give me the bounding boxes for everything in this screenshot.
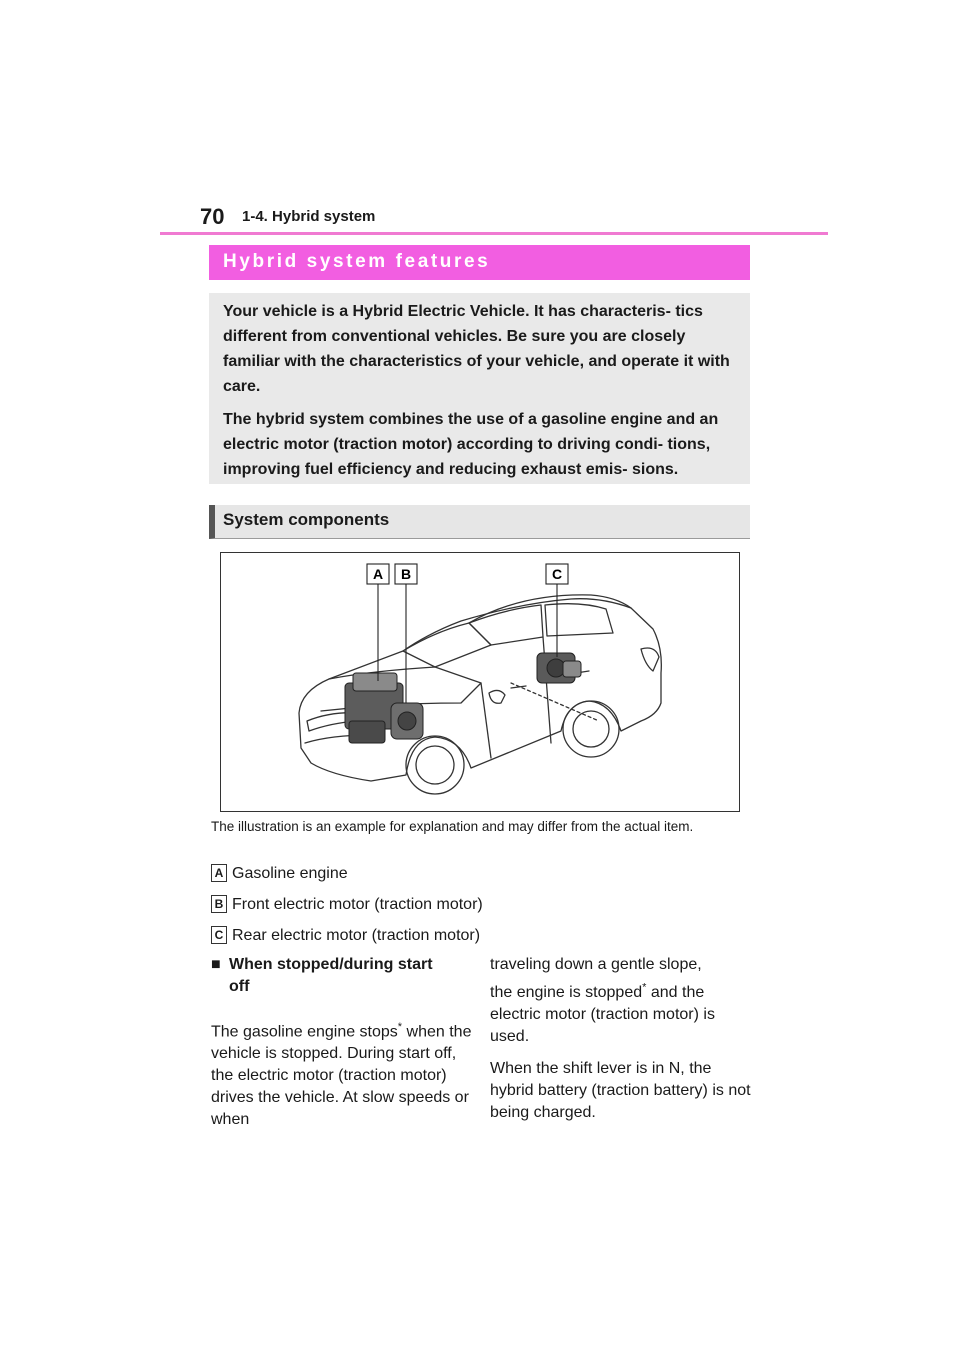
footnote-marker-2: *: [642, 981, 647, 994]
intro-box: [209, 293, 750, 484]
front-wheel: [406, 736, 464, 794]
component-b-text: Front electric motor (traction motor): [232, 896, 483, 913]
right-column: [490, 954, 752, 1124]
footnote-marker: *: [397, 1021, 403, 1033]
windshield: [403, 623, 491, 667]
intro-paragraph-2: The hybrid system combines the use of a gasoline engine and an electric motor (traction motor) according to driving condi- tions, improving fuel efficiency and reducing exhaust emis- sions.: [223, 411, 719, 478]
right-paragraph-1-line1: traveling down a gentle slope,: [490, 956, 702, 973]
subsection-heading: [211, 954, 473, 998]
right-paragraph-1-b: and the electric motor (traction motor) is used.: [490, 984, 715, 1045]
figure-caption: The illustration is an example for explanation and may differ from the actual item.: [211, 819, 694, 834]
left-paragraph-rest: when the vehicle is stopped. During start off, the electric motor (traction motor) drives the vehicle. At slow speeds or when: [211, 1023, 472, 1129]
component-b: [211, 895, 483, 914]
rear-light: [641, 648, 659, 671]
subsection-heading-line1: When stopped/during start: [229, 956, 433, 973]
subheading-system-components: System components: [209, 505, 750, 539]
component-b-letter: B: [211, 895, 227, 913]
bullet-square: ■: [211, 956, 221, 973]
car-diagram: [221, 553, 739, 811]
front-wheel-hub: [416, 746, 454, 784]
intro-paragraph-1: Your vehicle is a Hybrid Electric Vehicle. It has characteris- tics different from conventional vehicles. Be sure you are closely familiar with the characteristics of your vehicle, and operate it with care.: [223, 303, 730, 395]
vehicle-illustration: [220, 552, 740, 812]
label-b: [395, 564, 417, 584]
component-a: [211, 864, 348, 883]
left-paragraph: [211, 1016, 473, 1131]
component-c: [211, 926, 480, 945]
side-window-front: [469, 605, 543, 645]
label-b-text: B: [400, 566, 412, 582]
component-c-letter: C: [211, 926, 227, 944]
component-a-letter: A: [211, 864, 227, 882]
roof-line: [469, 595, 631, 623]
component-c-text: Rear electric motor (traction motor): [232, 927, 481, 944]
label-a: [367, 564, 389, 584]
label-c: [546, 564, 568, 584]
component-a-text: Gasoline engine: [232, 865, 348, 882]
label-a-text: A: [372, 566, 384, 582]
side-window-rear: [545, 604, 613, 636]
rear-wheel-hub: [573, 711, 609, 747]
subsection-heading-line2: off: [229, 978, 250, 995]
left-column: [211, 954, 473, 1131]
front-engine-assembly: [345, 673, 423, 743]
right-paragraph-1: [490, 954, 752, 1048]
side-mirror: [489, 690, 505, 703]
right-paragraph-1-a: the engine is stopped: [490, 984, 643, 1001]
left-paragraph-start: The gasoline engine stops: [211, 1023, 398, 1041]
right-paragraph-2: When the shift lever is in N, the hybrid battery (traction battery) is not being charged.: [490, 1060, 751, 1121]
label-c-text: C: [551, 566, 563, 582]
running-header: 1-4. Hybrid system: [242, 208, 376, 225]
rear-motor-assembly: [537, 653, 581, 683]
page-number: 70: [200, 204, 225, 229]
header-rule: [160, 232, 828, 235]
section-title: Hybrid system features: [209, 245, 750, 280]
